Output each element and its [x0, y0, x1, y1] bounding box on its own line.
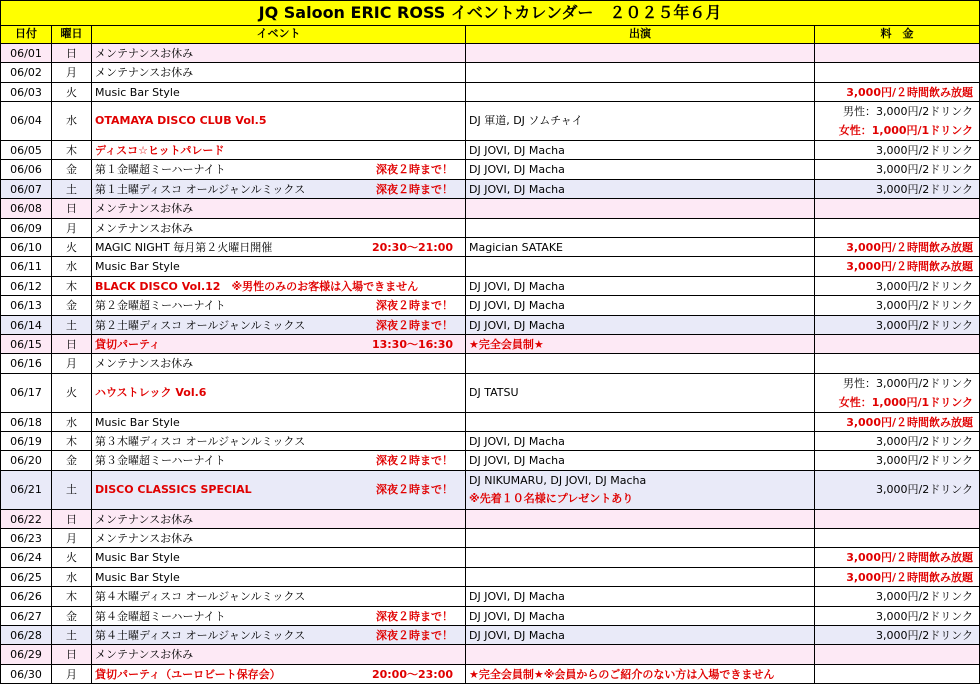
table-row: [0, 277, 980, 296]
date-cell: 06/08: [0, 199, 52, 218]
event-cell: [92, 645, 466, 664]
day-cell: 土: [52, 180, 92, 199]
fee-text: 3,000円/2ドリンク: [876, 299, 973, 313]
performer-text: DJ JOVI, DJ Macha: [469, 629, 565, 642]
performer-cell: [466, 374, 815, 413]
event-name: DISCO CLASSICS SPECIAL: [95, 482, 252, 496]
table-row: [0, 607, 980, 626]
table-row: [0, 626, 980, 645]
fee-text: 男性：3,000円/2ドリンク: [843, 376, 973, 390]
fee-cell: [815, 665, 980, 684]
event-cell: [92, 63, 466, 82]
fee-text: 3,000円/2ドリンク: [876, 629, 973, 642]
event-time-note: 20:30～21:00: [371, 241, 453, 254]
date-cell: 06/14: [0, 316, 52, 335]
event-name: Music Bar Style: [95, 85, 180, 99]
event-name: 貸切パーティ（ユーロビート保存会）: [95, 667, 281, 681]
day-cell: 日: [52, 199, 92, 218]
date-cell: 06/26: [0, 587, 52, 606]
performer-cell: [466, 199, 815, 218]
fee-text: 3,000円/２時間飲み放題: [846, 260, 973, 274]
fee-text: 3,000円/２時間飲み放題: [846, 241, 973, 254]
performer-text: DJ JOVI, DJ Macha: [469, 299, 565, 313]
performer-cell: [466, 296, 815, 315]
date-cell: 06/18: [0, 413, 52, 432]
event-name: 第３木曜ディスコ オールジャンルミックス: [95, 435, 306, 448]
event-name: ハウストレック Vol.6: [95, 385, 207, 399]
date-cell: 06/04: [0, 102, 52, 141]
event-name: Music Bar Style: [95, 570, 180, 584]
fee-cell: [815, 626, 980, 645]
day-cell: 日: [52, 510, 92, 529]
date-cell: 06/16: [0, 354, 52, 373]
table-row: [0, 257, 980, 276]
performer-text: DJ JOVI, DJ Macha: [469, 163, 565, 177]
event-name: メンテナンスお休み: [95, 357, 194, 371]
performer-cell: [466, 587, 815, 606]
date-cell: 06/10: [0, 238, 52, 257]
fee-cell: [815, 568, 980, 587]
fee-cell: [815, 645, 980, 664]
day-cell: 金: [52, 160, 92, 179]
day-cell: 月: [52, 529, 92, 548]
day-cell: 火: [52, 548, 92, 567]
event-cell: [92, 238, 466, 257]
event-time-note: 深夜２時まで！: [376, 163, 453, 177]
event-cell: [92, 83, 466, 102]
date-cell: 06/07: [0, 180, 52, 199]
fee-cell: [815, 335, 980, 354]
fee-text: 3,000円/2ドリンク: [876, 590, 973, 604]
table-row: [0, 451, 980, 470]
performer-cell: [466, 451, 815, 470]
event-time-note: 深夜２時まで！: [376, 182, 453, 196]
day-cell: 木: [52, 277, 92, 296]
table-row: [0, 413, 980, 432]
day-cell: 土: [52, 316, 92, 335]
performer-cell: [466, 219, 815, 238]
header-day: 曜日: [52, 26, 92, 44]
day-cell: 木: [52, 432, 92, 451]
performer-cell: [466, 413, 815, 432]
fee-cell: [815, 44, 980, 63]
fee-cell: [815, 219, 980, 238]
day-cell: 水: [52, 413, 92, 432]
performer-cell: [466, 141, 815, 160]
day-cell: 金: [52, 607, 92, 626]
date-cell: 06/06: [0, 160, 52, 179]
date-cell: 06/01: [0, 44, 52, 63]
fee-text: 3,000円/２時間飲み放題: [846, 85, 973, 99]
fee-cell: [815, 451, 980, 470]
table-row: [0, 335, 980, 354]
table-row: [0, 568, 980, 587]
event-cell: [92, 548, 466, 567]
event-name: Music Bar Style: [95, 415, 180, 429]
event-cell: [92, 665, 466, 684]
event-name: 第２金曜超ミーハーナイト: [95, 299, 226, 313]
event-cell: [92, 354, 466, 373]
event-cell: [92, 277, 466, 296]
fee-text: 3,000円/２時間飲み放題: [846, 415, 973, 429]
day-cell: 火: [52, 374, 92, 413]
table-row: [0, 44, 980, 63]
page-title: JQ Saloon ERIC ROSS イベントカレンダー ２０２５年６月: [0, 0, 980, 26]
fee-text: 3,000円/2ドリンク: [876, 318, 973, 332]
performer-cell: [466, 568, 815, 587]
date-cell: 06/23: [0, 529, 52, 548]
table-row: [0, 665, 980, 684]
performer-cell: [466, 257, 815, 276]
fee-text: 3,000円/2ドリンク: [876, 454, 973, 468]
header-fee: 料 金: [815, 26, 980, 44]
day-cell: 月: [52, 665, 92, 684]
fee-text-female: 女性：1,000円/1ドリンク: [838, 124, 973, 138]
performer-cell: [466, 548, 815, 567]
performer-text: DJ JOVI, DJ Macha: [469, 144, 565, 157]
event-name: 第２土曜ディスコ オールジャンルミックス: [95, 318, 306, 332]
day-cell: 日: [52, 44, 92, 63]
event-name: MAGIC NIGHT 毎月第２火曜日開催: [95, 241, 273, 254]
performer-cell: [466, 354, 815, 373]
event-name: 貸切パーティ: [95, 338, 161, 351]
fee-text: 3,000円/２時間飲み放題: [846, 551, 973, 565]
performer-cell: [466, 645, 815, 664]
day-cell: 水: [52, 257, 92, 276]
event-cell: [92, 587, 466, 606]
performer-text: DJ JOVI, DJ Macha: [469, 318, 565, 332]
event-time-note: 深夜２時まで！: [376, 629, 453, 642]
event-time-note: 深夜２時まで！: [376, 454, 453, 468]
event-time-note: 深夜２時まで！: [376, 482, 453, 496]
performer-text: DJ JOVI, DJ Macha: [469, 454, 565, 468]
event-name: メンテナンスお休み: [95, 47, 194, 60]
date-cell: 06/28: [0, 626, 52, 645]
performer-cell: [466, 510, 815, 529]
event-name: BLACK DISCO Vol.12 ※男性のみのお客様は入場できません: [95, 279, 419, 293]
performer-cell: [466, 432, 815, 451]
header-event: イベント: [92, 26, 466, 44]
performer-text: DJ TATSU: [469, 385, 519, 399]
day-cell: 火: [52, 83, 92, 102]
performer-cell: [466, 63, 815, 82]
event-name: メンテナンスお休み: [95, 202, 194, 216]
day-cell: 金: [52, 451, 92, 470]
day-cell: 木: [52, 141, 92, 160]
day-cell: 金: [52, 296, 92, 315]
event-time-note: 20:00～23:00: [371, 667, 453, 681]
table-row: [0, 180, 980, 199]
event-cell: [92, 296, 466, 315]
fee-cell: [815, 257, 980, 276]
fee-text: 3,000円/2ドリンク: [876, 435, 973, 448]
fee-cell: [815, 180, 980, 199]
performer-cell: [466, 665, 815, 684]
day-cell: 火: [52, 238, 92, 257]
event-cell: [92, 219, 466, 238]
table-row: [0, 296, 980, 315]
fee-text: 3,000円/2ドリンク: [876, 609, 973, 623]
fee-text: 3,000円/2ドリンク: [876, 182, 973, 196]
day-cell: 日: [52, 645, 92, 664]
event-cell: [92, 316, 466, 335]
fee-cell: [815, 354, 980, 373]
date-cell: 06/29: [0, 645, 52, 664]
table-row: [0, 63, 980, 82]
performer-cell: [466, 277, 815, 296]
day-cell: 月: [52, 354, 92, 373]
fee-cell: [815, 199, 980, 218]
day-cell: 水: [52, 102, 92, 141]
table-row: [0, 102, 980, 141]
table-row: [0, 141, 980, 160]
day-cell: 土: [52, 471, 92, 510]
table-row: [0, 83, 980, 102]
event-cell: [92, 413, 466, 432]
event-cell: [92, 432, 466, 451]
date-cell: 06/30: [0, 665, 52, 684]
day-cell: 水: [52, 568, 92, 587]
event-name: 第３金曜超ミーハーナイト: [95, 454, 226, 468]
performer-text: ★完全会員制★※会員からのご紹介のない方は入場できません: [469, 667, 775, 681]
fee-cell: [815, 238, 980, 257]
event-name: メンテナンスお休み: [95, 532, 194, 545]
event-cell: [92, 335, 466, 354]
event-cell: [92, 257, 466, 276]
table-row: [0, 548, 980, 567]
day-cell: 月: [52, 219, 92, 238]
performer-cell: [466, 102, 815, 141]
performer-cell: [466, 471, 815, 510]
table-row: [0, 471, 980, 510]
fee-text-female: 女性：1,000円/1ドリンク: [838, 395, 973, 409]
date-cell: 06/02: [0, 63, 52, 82]
table-row: [0, 316, 980, 335]
event-name: 第１土曜ディスコ オールジャンルミックス: [95, 182, 306, 196]
performer-cell: [466, 529, 815, 548]
fee-text: 3,000円/2ドリンク: [876, 482, 973, 496]
performer-note: ※先着１０名様にプレゼントあり: [469, 491, 634, 505]
date-cell: 06/03: [0, 83, 52, 102]
event-cell: [92, 510, 466, 529]
event-name: 第４金曜超ミーハーナイト: [95, 609, 226, 623]
table-row: [0, 160, 980, 179]
event-time-note: 深夜２時まで！: [376, 609, 453, 623]
fee-text: 3,000円/２時間飲み放題: [846, 570, 973, 584]
day-cell: 日: [52, 335, 92, 354]
event-cell: [92, 199, 466, 218]
date-cell: 06/25: [0, 568, 52, 587]
performer-text: DJ NIKUMARU, DJ JOVI, DJ Macha: [469, 473, 647, 487]
table-row: [0, 529, 980, 548]
fee-cell: [815, 316, 980, 335]
performer-text: DJ JOVI, DJ Macha: [469, 590, 565, 604]
event-name: ディスコ☆ヒットパレード: [95, 144, 225, 157]
fee-cell: [815, 160, 980, 179]
date-cell: 06/17: [0, 374, 52, 413]
performer-text: ★完全会員制★: [469, 338, 544, 351]
event-cell: [92, 451, 466, 470]
table-row: [0, 432, 980, 451]
event-cell: [92, 568, 466, 587]
performer-cell: [466, 238, 815, 257]
date-cell: 06/21: [0, 471, 52, 510]
header-performer: 出演: [466, 26, 815, 44]
fee-cell: [815, 548, 980, 567]
event-cell: [92, 160, 466, 179]
header-date: 日付: [0, 26, 52, 44]
fee-cell: [815, 529, 980, 548]
event-name: メンテナンスお休み: [95, 648, 194, 662]
day-cell: 土: [52, 626, 92, 645]
fee-cell: [815, 432, 980, 451]
date-cell: 06/05: [0, 141, 52, 160]
event-name: OTAMAYA DISCO CLUB Vol.5: [95, 114, 267, 128]
date-cell: 06/20: [0, 451, 52, 470]
table-row: [0, 645, 980, 664]
fee-cell: [815, 510, 980, 529]
event-cell: [92, 374, 466, 413]
date-cell: 06/11: [0, 257, 52, 276]
fee-cell: [815, 413, 980, 432]
fee-text: 3,000円/2ドリンク: [876, 163, 973, 177]
event-cell: [92, 529, 466, 548]
event-cell: [92, 141, 466, 160]
fee-cell: [815, 277, 980, 296]
fee-cell: [815, 63, 980, 82]
fee-text: 男性：3,000円/2ドリンク: [843, 105, 973, 119]
event-time-note: 13:30～16:30: [371, 338, 453, 351]
table-row: [0, 219, 980, 238]
event-cell: [92, 471, 466, 510]
performer-cell: [466, 316, 815, 335]
event-name: Music Bar Style: [95, 551, 180, 565]
event-name: 第４木曜ディスコ オールジャンルミックス: [95, 590, 306, 604]
performer-text: DJ 軍道, DJ ソムチャイ: [469, 114, 583, 128]
performer-cell: [466, 607, 815, 626]
event-name: 第４土曜ディスコ オールジャンルミックス: [95, 629, 306, 642]
performer-cell: [466, 160, 815, 179]
date-cell: 06/19: [0, 432, 52, 451]
table-row: [0, 510, 980, 529]
day-cell: 木: [52, 587, 92, 606]
date-cell: 06/09: [0, 219, 52, 238]
performer-text: DJ JOVI, DJ Macha: [469, 609, 565, 623]
fee-cell: [815, 587, 980, 606]
event-cell: [92, 102, 466, 141]
table-row: [0, 199, 980, 218]
performer-text: Magician SATAKE: [469, 241, 563, 254]
performer-cell: [466, 626, 815, 645]
event-time-note: 深夜２時まで！: [376, 318, 453, 332]
performer-text: DJ JOVI, DJ Macha: [469, 182, 565, 196]
performer-cell: [466, 335, 815, 354]
date-cell: 06/24: [0, 548, 52, 567]
fee-cell: [815, 374, 980, 413]
event-cell: [92, 607, 466, 626]
performer-cell: [466, 180, 815, 199]
fee-cell: [815, 471, 980, 510]
event-time-note: 深夜２時まで！: [376, 299, 453, 313]
fee-cell: [815, 607, 980, 626]
table-row: [0, 354, 980, 373]
table-row: [0, 587, 980, 606]
date-cell: 06/27: [0, 607, 52, 626]
event-name: 第１金曜超ミーハーナイト: [95, 163, 226, 177]
event-cell: [92, 180, 466, 199]
fee-cell: [815, 83, 980, 102]
event-cell: [92, 626, 466, 645]
day-cell: 月: [52, 63, 92, 82]
performer-text: DJ JOVI, DJ Macha: [469, 435, 565, 448]
fee-cell: [815, 102, 980, 141]
date-cell: 06/15: [0, 335, 52, 354]
performer-cell: [466, 44, 815, 63]
fee-cell: [815, 141, 980, 160]
performer-text: DJ JOVI, DJ Macha: [469, 279, 565, 293]
fee-text: 3,000円/2ドリンク: [876, 144, 973, 157]
date-cell: 06/13: [0, 296, 52, 315]
fee-cell: [815, 296, 980, 315]
date-cell: 06/22: [0, 510, 52, 529]
event-name: メンテナンスお休み: [95, 512, 194, 526]
table-row: [0, 374, 980, 413]
event-name: Music Bar Style: [95, 260, 180, 274]
event-cell: [92, 44, 466, 63]
date-cell: 06/12: [0, 277, 52, 296]
performer-cell: [466, 83, 815, 102]
fee-text: 3,000円/2ドリンク: [876, 279, 973, 293]
table-row: [0, 238, 980, 257]
event-name: メンテナンスお休み: [95, 66, 194, 80]
event-name: メンテナンスお休み: [95, 221, 194, 235]
